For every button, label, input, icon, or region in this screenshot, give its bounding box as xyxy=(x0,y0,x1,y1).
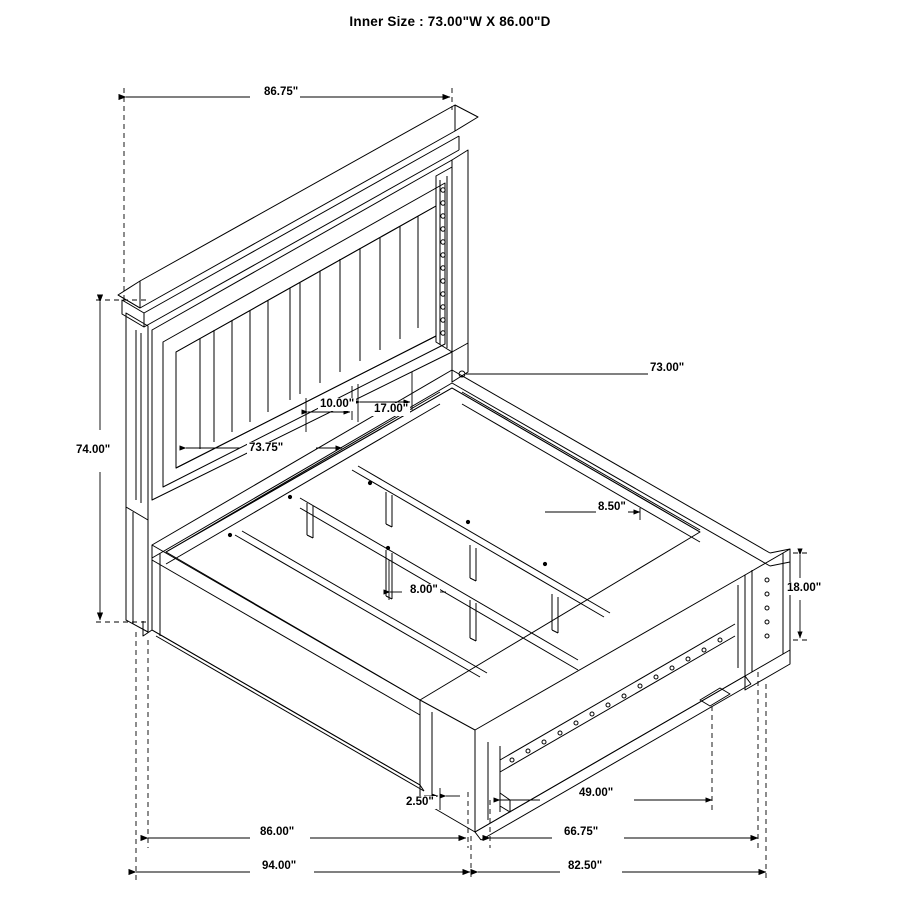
dimension-label-overall-depth: 82.50" xyxy=(568,860,603,872)
dimension-label-mattress-width: 73.00" xyxy=(650,362,685,374)
page-title: Inner Size : 73.00"W X 86.00"D xyxy=(349,14,551,29)
dimension-label-slat-clearance: 8.50" xyxy=(598,501,626,513)
dimension-label-footboard-side-length: 49.00" xyxy=(579,787,614,799)
dimension-label-panel-inset-height: 10.00" xyxy=(320,398,355,410)
dimension-label-foot-rail-thickness: 2.50" xyxy=(406,796,434,808)
dimension-label-overall-height: 74.00" xyxy=(76,444,111,456)
bed-geometry xyxy=(118,105,790,840)
dimension-label-headboard-width: 86.75" xyxy=(264,86,299,98)
dimension-label-headboard-inner-width: 73.75" xyxy=(249,442,284,454)
dimension-lines xyxy=(96,88,810,880)
dimension-label-panel-height: 17.00" xyxy=(374,403,409,415)
dimension-label-footboard-depth: 66.75" xyxy=(564,826,599,838)
dimension-label-side-rail-length: 86.00" xyxy=(260,826,295,838)
dimension-label-footboard-height: 18.00" xyxy=(787,582,822,594)
dimension-label-overall-length: 94.00" xyxy=(262,860,297,872)
dimension-label-support-leg-height: 8.00" xyxy=(410,584,438,596)
